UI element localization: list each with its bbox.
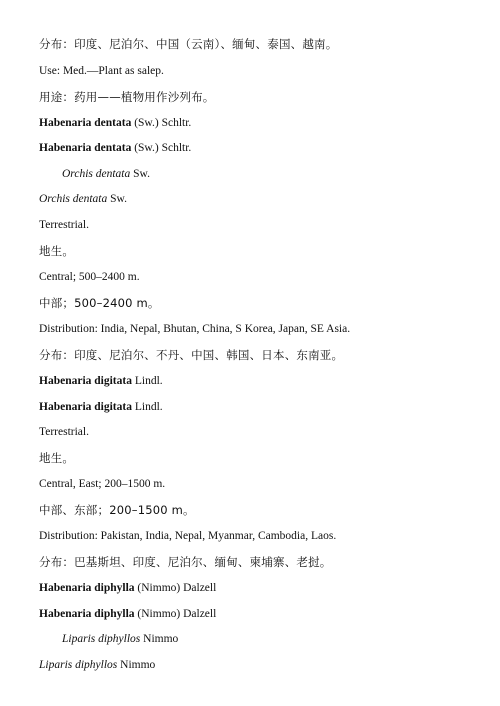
- text: 中部；500–2400 m。: [39, 296, 160, 310]
- text: Central, East; 200–1500 m.: [39, 478, 166, 490]
- text: Terrestrial.: [39, 219, 89, 231]
- synonym-author: Nimmo: [140, 633, 179, 645]
- text: Distribution: India, Nepal, Bhutan, China, S Korea, Japan, SE Asia.: [39, 323, 351, 335]
- region-line: [39, 269, 490, 285]
- synonym-author: Nimmo: [117, 659, 156, 671]
- distribution-line: [39, 528, 490, 544]
- species-name: [39, 115, 490, 131]
- synonym-indented: [62, 631, 490, 647]
- species-name: [39, 373, 490, 389]
- species-name: [39, 580, 490, 596]
- species-author: (Nimmo) Dalzell: [134, 608, 217, 620]
- synonym-author: Sw.: [107, 193, 127, 205]
- use-line: [39, 63, 490, 79]
- text: 分布：印度、尼泊尔、中国（云南）、缅甸、泰国、越南。: [39, 37, 338, 51]
- species-author: (Nimmo) Dalzell: [134, 582, 217, 594]
- species-author: Lindl.: [131, 375, 163, 387]
- habit-line-zh: [39, 243, 490, 259]
- synonym-italic: Orchis dentata: [62, 168, 131, 180]
- habit-line-zh: [39, 450, 490, 466]
- text: Central; 500–2400 m.: [39, 271, 140, 283]
- species-name-bold: Habenaria digitata: [39, 375, 132, 387]
- text: 分布：印度、尼泊尔、不丹、中国、韩国、日本、东南亚。: [39, 348, 344, 362]
- species-name-bold: Habenaria digitata: [39, 401, 132, 413]
- synonym-italic: Orchis dentata: [39, 193, 108, 205]
- region-line-zh: [39, 502, 490, 518]
- text: 用途：药用——植物用作沙列布。: [39, 90, 215, 104]
- habit-line: [39, 217, 490, 233]
- region-line-zh: [39, 295, 490, 311]
- species-name-bold: Habenaria dentata: [39, 117, 132, 129]
- synonym-italic: Liparis diphyllos: [62, 633, 141, 645]
- synonym-italic: Liparis diphyllos: [39, 659, 118, 671]
- species-name: [39, 606, 490, 622]
- species-author: (Sw.) Schltr.: [131, 117, 192, 129]
- distribution-line-zh: [39, 554, 490, 570]
- species-name: [39, 399, 490, 415]
- species-author: (Sw.) Schltr.: [131, 142, 192, 154]
- species-name-bold: Habenaria dentata: [39, 142, 132, 154]
- text: 地生。: [39, 451, 75, 465]
- region-line: [39, 476, 490, 492]
- habit-line: [39, 424, 490, 440]
- text: 地生。: [39, 244, 75, 258]
- species-name-bold: Habenaria diphylla: [39, 608, 135, 620]
- text: Distribution: Pakistan, India, Nepal, Myanmar, Cambodia, Laos.: [39, 530, 337, 542]
- synonym: [39, 191, 490, 207]
- species-author: Lindl.: [131, 401, 163, 413]
- synonym-author: Sw.: [130, 168, 150, 180]
- distribution-line-zh: [39, 36, 490, 52]
- distribution-line-zh: [39, 347, 490, 363]
- species-name-bold: Habenaria diphylla: [39, 582, 135, 594]
- synonym-indented: [62, 166, 490, 182]
- text: Use: Med.—Plant as salep.: [39, 65, 164, 77]
- text: 分布：巴基斯坦、印度、尼泊尔、缅甸、柬埔寨、老挝。: [39, 555, 332, 569]
- use-line-zh: [39, 89, 490, 105]
- text: Terrestrial.: [39, 426, 89, 438]
- text: 中部、东部；200–1500 m。: [39, 503, 195, 517]
- synonym: [39, 657, 490, 673]
- species-name: [39, 140, 490, 156]
- distribution-line: [39, 321, 490, 337]
